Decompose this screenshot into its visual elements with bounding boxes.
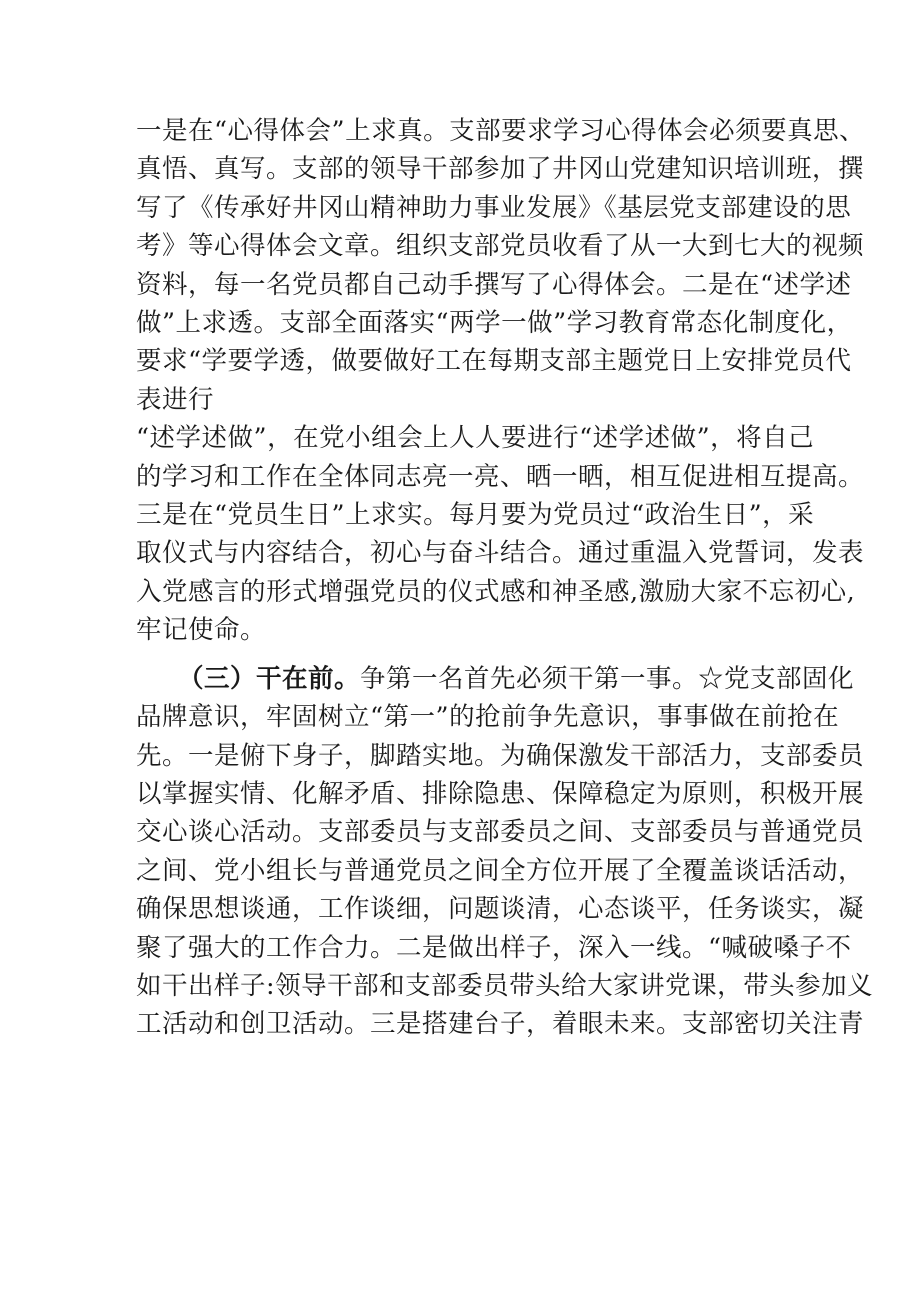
paragraph-line: 入党感言的形式增强党员的仪式感和神圣感,激励大家不忘初心, <box>136 576 856 607</box>
paragraph-line: 三是在“党员生日”上求实。每月要为党员过“政治生日”，采 <box>136 500 815 531</box>
section-3-heading: （三）干在前。 <box>178 663 361 694</box>
paragraph-line: 写了《传承好井冈山精神助力事业发展》《基层党支部建设的思 <box>136 192 852 223</box>
paragraph-line: 以掌握实情、化解矛盾、排除隐患、保障稳定为原则，积极开展 <box>136 778 865 809</box>
paragraph-line: 聚了强大的工作合力。二是做出样子，深入一线。“喊破嗓子不 <box>136 932 852 963</box>
paragraph-line: 之间、党小组长与普通党员之间全方位开展了全覆盖谈话活动， <box>136 855 865 886</box>
paragraph-line: 要求“学要学透，做要做好工在每期支部主题党日上安排党员代 <box>136 346 852 377</box>
paragraph-line: 如干出样子:领导干部和支部委员带头给大家讲党课，带头参加义 <box>136 970 874 1001</box>
document-body <box>136 112 874 1044</box>
paragraph-line: 的学习和工作在全体同志亮一亮、晒一晒，相互促进相互提高。 <box>136 461 865 492</box>
paragraph-line: 做”上求透。支部全面落实“两学一做”学习教育常态化制度化， <box>136 308 853 339</box>
paragraph-line: 资料，每一名党员都自己动手撰写了心得体会。二是在“述学述 <box>136 269 852 300</box>
paragraph-line: 确保思想谈通，工作谈细，问题谈清，心态谈平，任务谈实，凝 <box>136 894 865 925</box>
paragraph-line: 真悟、真写。支部的领导干部参加了井冈山党建知识培训班，撰 <box>136 154 865 185</box>
section-3-first-line-text: 争第一名首先必须干第一事。☆党支部固化 <box>360 663 855 694</box>
paragraph-line: “述学述做”，在党小组会上人人要进行“述学述做”，将自己 <box>136 423 815 454</box>
section-3-first-line <box>136 660 855 698</box>
paragraph-line: 品牌意识，牢固树立“第一”的抢前争先意识，事事做在前抢在 <box>136 702 840 733</box>
paragraph-line: 取仪式与内容结合，初心与奋斗结合。通过重温入党誓词，发表 <box>136 538 865 569</box>
paragraph-line: 一是在“心得体会”上求真。支部要求学习心得体会必须要真思、 <box>136 116 866 146</box>
paragraph-line: 先。一是俯下身子，脚踏实地。为确保激发干部活力，支部委员 <box>136 740 865 771</box>
paragraph-line: 表进行 <box>136 384 215 415</box>
paragraph-line: 考》等心得体会文章。组织支部党员收看了从一大到七大的视频 <box>136 231 865 262</box>
paragraph-line: 交心谈心活动。支部委员与支部委员之间、支部委员与普通党员 <box>136 817 865 848</box>
paragraph-line: 工活动和创卫活动。三是搭建台子，着眼未来。支部密切关注青 <box>136 1009 865 1040</box>
paragraph-line: 牢记使命。 <box>136 615 267 646</box>
